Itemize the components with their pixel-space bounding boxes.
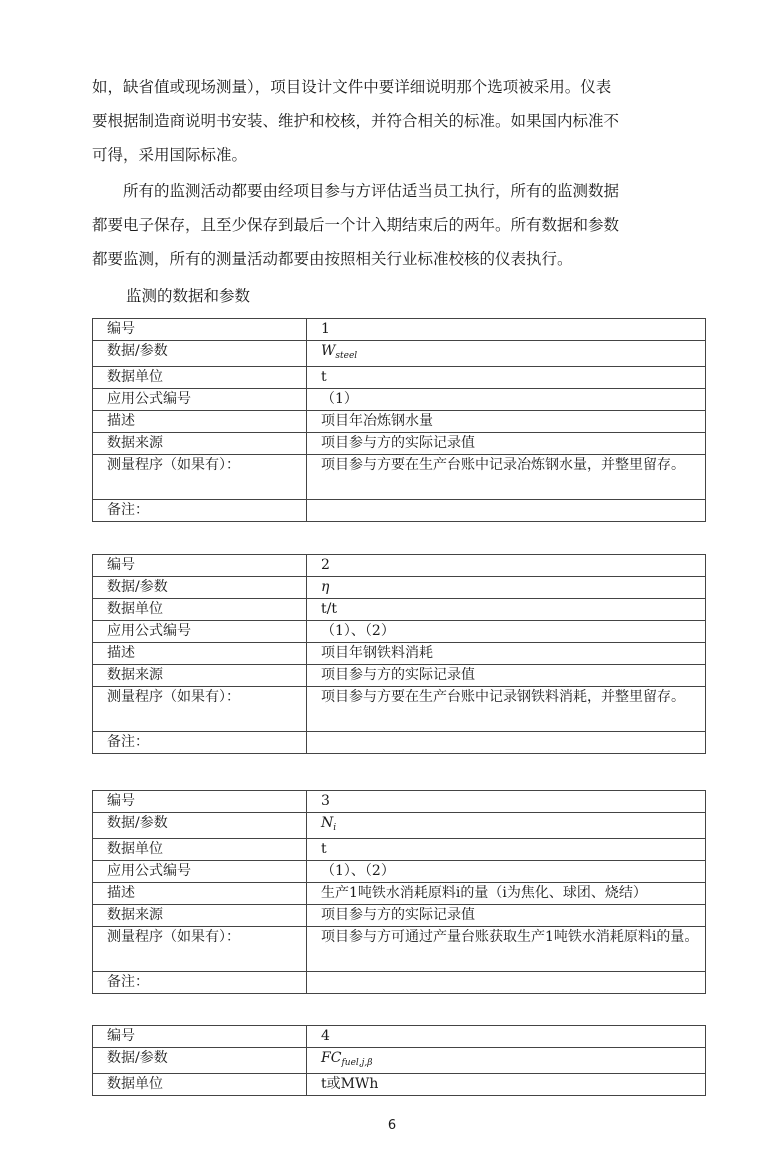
value-notes xyxy=(307,972,706,994)
label-param: 数据/参数 xyxy=(93,813,307,839)
label-param: 数据/参数 xyxy=(93,577,307,599)
table-row xyxy=(93,665,706,687)
value-param xyxy=(307,813,706,839)
label-desc: 描述 xyxy=(93,411,307,433)
value-formula: （1）、（2） xyxy=(307,621,706,643)
param-subscript: i xyxy=(333,823,337,833)
label-id: 编号 xyxy=(93,319,307,341)
value-source: 项目参与方的实际记录值 xyxy=(307,433,706,455)
value-id: 4 xyxy=(307,1026,706,1048)
table-row xyxy=(93,791,706,813)
label-unit: 数据单位 xyxy=(93,599,307,621)
table-row xyxy=(93,927,706,972)
value-desc: 项目年钢铁料消耗 xyxy=(307,643,706,665)
parameter-table-3 xyxy=(92,790,706,994)
label-formula: 应用公式编号 xyxy=(93,621,307,643)
table-row xyxy=(93,433,706,455)
paragraph-line: 如，缺省值或现场测量），项目设计文件中要详细说明那个选项被采用。仪表 xyxy=(92,78,612,96)
value-param xyxy=(307,341,706,367)
table-row xyxy=(93,1074,706,1096)
param-symbol: FC xyxy=(321,1050,342,1066)
table-row xyxy=(93,732,706,754)
label-id: 编号 xyxy=(93,791,307,813)
value-procedure: 项目参与方要在生产台账中记录冶炼钢水量，并整里留存。 xyxy=(307,455,706,500)
param-symbol: η xyxy=(321,579,330,595)
section-caption: 监测的数据和参数 xyxy=(126,287,251,305)
value-notes xyxy=(307,500,706,522)
param-subscript: fuel,j,β xyxy=(341,1058,373,1068)
table-row xyxy=(93,905,706,927)
value-param xyxy=(307,577,706,599)
value-notes xyxy=(307,732,706,754)
label-desc: 描述 xyxy=(93,883,307,905)
table-row xyxy=(93,1026,706,1048)
table-row xyxy=(93,341,706,367)
value-id: 2 xyxy=(307,555,706,577)
table-row xyxy=(93,643,706,665)
table-row xyxy=(93,972,706,994)
label-unit: 数据单位 xyxy=(93,1074,307,1096)
label-formula: 应用公式编号 xyxy=(93,861,307,883)
label-param: 数据/参数 xyxy=(93,1048,307,1074)
value-id: 1 xyxy=(307,319,706,341)
table-row xyxy=(93,389,706,411)
paragraph-line: 都要监测，所有的测量活动都要由按照相关行业标准校核的仪表执行。 xyxy=(92,250,573,268)
label-source: 数据来源 xyxy=(93,665,307,687)
label-source: 数据来源 xyxy=(93,905,307,927)
value-desc: 生产1吨铁水消耗原料i的量（i为焦化、球团、烧结） xyxy=(307,883,706,905)
table-row xyxy=(93,455,706,500)
table-row xyxy=(93,813,706,839)
label-procedure: 测量程序（如果有）： xyxy=(93,687,307,732)
label-id: 编号 xyxy=(93,1026,307,1048)
table-row xyxy=(93,883,706,905)
paragraph-1 xyxy=(92,70,704,172)
table-row xyxy=(93,411,706,433)
label-formula: 应用公式编号 xyxy=(93,389,307,411)
param-symbol: N xyxy=(321,815,334,831)
label-source: 数据来源 xyxy=(93,433,307,455)
parameter-table-1 xyxy=(92,318,706,522)
label-notes: 备注： xyxy=(93,500,307,522)
table-row xyxy=(93,621,706,643)
paragraph-2 xyxy=(92,174,704,276)
table-row xyxy=(93,861,706,883)
table-row xyxy=(93,555,706,577)
table-row xyxy=(93,839,706,861)
paragraph-line: 所有的监测活动都要由经项目参与方评估适当员工执行，所有的监测数据 xyxy=(92,182,620,200)
value-unit: t xyxy=(307,367,706,389)
table-row xyxy=(93,367,706,389)
table-row xyxy=(93,1048,706,1074)
value-desc: 项目年冶炼钢水量 xyxy=(307,411,706,433)
page-number: 6 xyxy=(387,1118,397,1133)
label-unit: 数据单位 xyxy=(93,367,307,389)
label-id: 编号 xyxy=(93,555,307,577)
parameter-table-4 xyxy=(92,1025,706,1096)
label-unit: 数据单位 xyxy=(93,839,307,861)
value-procedure: 项目参与方可通过产量台账获取生产1吨铁水消耗原料i的量。 xyxy=(307,927,706,972)
parameter-table-2 xyxy=(92,554,706,754)
label-procedure: 测量程序（如果有）： xyxy=(93,927,307,972)
label-notes: 备注： xyxy=(93,972,307,994)
label-notes: 备注： xyxy=(93,732,307,754)
value-source: 项目参与方的实际记录值 xyxy=(307,665,706,687)
table-row xyxy=(93,687,706,732)
table-row xyxy=(93,577,706,599)
value-param xyxy=(307,1048,706,1074)
value-unit: t或MWh xyxy=(307,1074,706,1096)
value-formula: （1）、（2） xyxy=(307,861,706,883)
table-row xyxy=(93,599,706,621)
value-unit: t xyxy=(307,839,706,861)
value-procedure: 项目参与方要在生产台账中记录钢铁料消耗，并整里留存。 xyxy=(307,687,706,732)
value-source: 项目参与方的实际记录值 xyxy=(307,905,706,927)
value-formula: （1） xyxy=(307,389,706,411)
value-unit: t/t xyxy=(307,599,706,621)
label-desc: 描述 xyxy=(93,643,307,665)
paragraph-line: 都要电子保存，且至少保存到最后一个计入期结束后的两年。所有数据和参数 xyxy=(92,216,620,234)
paragraph-line: 要根据制造商说明书安装、维护和校核，并符合相关的标准。如果国内标准不 xyxy=(92,112,620,130)
table-row xyxy=(93,500,706,522)
param-symbol: W xyxy=(321,343,336,359)
label-param: 数据/参数 xyxy=(93,341,307,367)
label-procedure: 测量程序（如果有）： xyxy=(93,455,307,500)
value-id: 3 xyxy=(307,791,706,813)
param-subscript: steel xyxy=(335,351,358,361)
paragraph-line: 可得，采用国际标准。 xyxy=(92,146,248,164)
table-row xyxy=(93,319,706,341)
